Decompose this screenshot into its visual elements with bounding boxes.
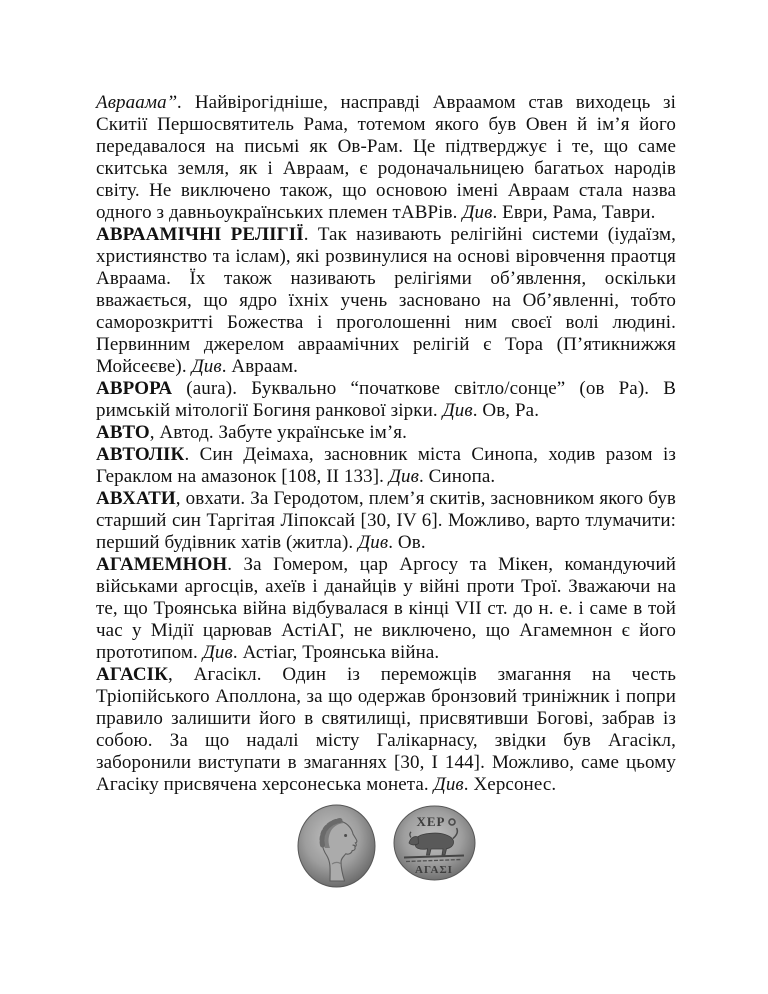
entry-headword: АВТО bbox=[96, 422, 150, 443]
portrait-lips bbox=[352, 845, 355, 846]
coin-legend-bottom: ΑΓΑΣΙ bbox=[414, 864, 453, 876]
entry-avraam-continuation bbox=[96, 92, 676, 224]
coin-reverse-image bbox=[393, 805, 476, 881]
entry-text: . Ов. bbox=[388, 532, 426, 553]
portrait-eye bbox=[344, 834, 347, 837]
entry-text: . Херсонес. bbox=[463, 774, 557, 795]
entry-avtolik bbox=[96, 444, 676, 488]
entry-text: . Син Деімаха, засновник міста Синопа, ходив разом із Гераклом на амазонок [108, II 133]. bbox=[96, 444, 676, 487]
entry-agamemnon bbox=[96, 554, 676, 664]
entry-text: Найвірогідніше, насправді Авраамом став виходець зі Скитії Першосвятитель Рама, тотемом якого був Овен й ім’я його передавалося на письмі як Ов-Рам. Це підтверджує і те, що саме скитська земля, як і Авраам, є родоначальницею багатьох народів світу. Не виключено також, що основою імені Авраам стала назва одного з давньоукраїнських племен тАВРів. bbox=[96, 92, 677, 223]
entry-avraamichni-religii bbox=[96, 224, 676, 378]
entry-text: . Так називають релігійні системи (іудаїзм, християнство та іслам), які розвинулися на основі віровчення праотця Авраама. Їх також називають релігіями об’явлення, оскільки вважається, що ядро їхніх учень засновано на Об’явленні, тобто саморозкритті Божества і проголошенні ним своєї волі людині. Первинним джерелом авраамічних релігій є Тора (П’ятикнижжя Мойсеєве). bbox=[96, 224, 677, 377]
entry-text: . Авраам. bbox=[221, 356, 298, 377]
coin-legend-top: ΧΕΡ bbox=[416, 814, 445, 829]
entry-headword: АГАМЕМНОН bbox=[96, 554, 228, 575]
entry-headword: АВРААМІЧНІ РЕЛІГІЇ bbox=[96, 224, 304, 245]
entry-text: , овхати. За Геродотом, плем’я скитів, засновником якого був старший син Таргітая Ліпоксай [30, IV 6]. Можливо, варто тлумачити: перший будівник хатів (житла). bbox=[96, 488, 676, 553]
entry-italic-text: Див bbox=[433, 774, 464, 795]
entry-headword: АВТОЛІК bbox=[96, 444, 185, 465]
entry-text: . За Гомером, цар Аргосу та Мікен, командуючий військами аргосців, ахеїв і данайців у війні проти Трої. Зважаючи на те, що Троянська війна відбувалася в кінці VII ст. до н. е. і саме в той час у Мідії царював АстіАГ, не виключено, що Агамемнон є його прототипом. bbox=[96, 554, 676, 663]
entry-italic-text: Див bbox=[358, 532, 389, 553]
entry-avrora bbox=[96, 378, 676, 422]
entry-italic-text: Див bbox=[462, 202, 493, 223]
entry-italic-text: Див bbox=[388, 466, 419, 487]
entry-text: . Ов, Ра. bbox=[472, 400, 540, 421]
entry-text: . Астіаг, Троянська війна. bbox=[232, 642, 440, 663]
entry-italic-text: Авраама”. bbox=[96, 92, 195, 113]
text-column bbox=[96, 92, 676, 891]
entry-italic-text: Див bbox=[202, 642, 233, 663]
entry-headword: АВРОРА bbox=[96, 378, 173, 399]
entry-text: . Синопа. bbox=[418, 466, 496, 487]
entry-italic-text: Див bbox=[191, 356, 222, 377]
entry-headword: АГАСІК bbox=[96, 664, 169, 685]
entry-italic-text: Див bbox=[442, 400, 473, 421]
entry-avto bbox=[96, 422, 676, 444]
coin-obverse-image bbox=[297, 804, 376, 888]
entry-text: . Еври, Рама, Таври. bbox=[492, 202, 656, 223]
entry-headword: АВХАТИ bbox=[96, 488, 176, 509]
coin-figure bbox=[96, 801, 676, 891]
entry-agasik bbox=[96, 664, 676, 796]
entry-text: , Агасікл. Один із переможців змагання на честь Тріопійського Аполлона, за що одержав бронзовий триніжник і попри правило залишити його в святилищі, присвятивши Богові, забрав із собою. За що надалі місту Галікарнасу, звідки був Агасікл, заборонили виступати в змаганнях [30, I 144]. Можливо, саме цьому Агасіку присвячена херсонеська монета. bbox=[96, 664, 676, 795]
entry-avkhaty bbox=[96, 488, 676, 554]
entry-text: , Автод. Забуте українське ім’я. bbox=[149, 422, 407, 443]
entry-text: (aura). Буквально “початкове світло/сонце” (ов Ра). В римській мітології Богиня ранкової зірки. bbox=[96, 378, 676, 421]
